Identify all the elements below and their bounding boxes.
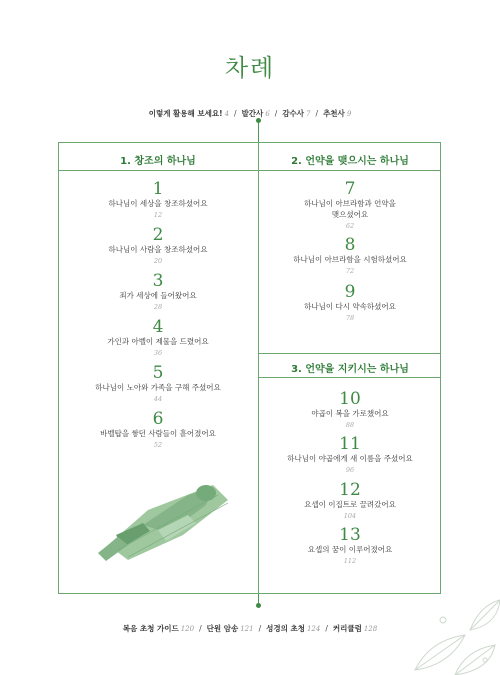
section-divider [259, 353, 441, 354]
chapter-title: 요셉의 꿈이 이루어졌어요 [307, 545, 393, 554]
section-divider [58, 170, 258, 171]
chapter-page: 112 [343, 557, 357, 565]
chapter-number: 3 [152, 271, 164, 291]
chapter-title: 야곱이 복을 가로챘어요 [311, 409, 389, 418]
chapter-number: 5 [152, 363, 164, 383]
chapter-page: 96 [345, 466, 355, 474]
section-heading-1: 1. 창조의 하나님 [120, 156, 196, 167]
appendix-item: 커리큘럼 128 [332, 624, 378, 633]
toc-entry[interactable] [259, 390, 441, 431]
chapter-page: 104 [343, 512, 357, 520]
toc-entry[interactable] [58, 272, 258, 313]
appendix-list: 복음 초청 가이드 120 / 단원 암송 121 / 성경의 초청 124 / 커리큘럼 128 [122, 624, 378, 633]
chapter-page: 28 [153, 303, 163, 311]
chapter-title: 하나님이 세상을 창조하셨어요 [108, 199, 208, 208]
section-divider [259, 170, 441, 171]
resting-figure-illustration [88, 465, 238, 565]
chapter-number: 10 [339, 389, 361, 409]
chapter-page: 12 [153, 211, 163, 219]
axis-top-dot [256, 118, 261, 123]
appendix-item: 단원 암송 121 [206, 624, 254, 633]
chapter-number: 6 [152, 409, 164, 429]
chapter-page: 52 [153, 441, 163, 449]
toc-entry[interactable] [259, 236, 441, 277]
prelims-list: 이렇게 활용해 보세요! 4 / 발간사 6 / 감수사 7 / 추천사 9 [148, 109, 352, 118]
chapter-title: 하나님이 아브라함과 언약을 맺으셨어요 [304, 199, 396, 219]
chapter-page: 20 [153, 257, 163, 265]
chapter-number: 1 [152, 179, 164, 199]
leaf-decoration-icon [395, 590, 500, 675]
toc-entry[interactable] [259, 180, 441, 232]
chapter-page: 62 [345, 222, 355, 230]
chapter-title: 하나님이 아브라함을 시험하셨어요 [293, 255, 407, 264]
axis-bottom-dot [256, 603, 261, 608]
appendix-item: 성경의 초청 124 [266, 624, 321, 633]
chapter-number: 7 [344, 179, 356, 199]
toc-entry[interactable] [58, 318, 258, 359]
prelim-item: 이렇게 활용해 보세요! 4 [148, 109, 230, 118]
chapter-number: 2 [152, 225, 164, 245]
chapter-number: 4 [152, 317, 164, 337]
chapter-number: 13 [339, 525, 361, 545]
prelim-item: 추천사 9 [323, 109, 352, 118]
chapter-page: 36 [153, 349, 163, 357]
chapter-title: 요셉이 이집트로 끌려갔어요 [304, 500, 396, 509]
chapter-title: 하나님이 다시 약속하셨어요 [304, 302, 396, 311]
chapter-title: 바벨탑을 쌓던 사람들이 흩어졌어요 [100, 429, 216, 438]
section-heading-2: 2. 언약을 맺으시는 하나님 [291, 156, 409, 167]
chapter-title: 가인과 아벨이 제물을 드렸어요 [107, 337, 209, 346]
chapter-number: 8 [344, 235, 356, 255]
prelim-item: 발간사 6 [241, 109, 270, 118]
chapter-title: 하나님이 야곱에게 새 이름을 주셨어요 [287, 454, 413, 463]
chapter-number: 12 [339, 480, 361, 500]
prelim-item: 감수사 7 [282, 109, 311, 118]
toc-entry[interactable] [259, 526, 441, 567]
chapter-title: 하나님이 노아와 가족을 구해 주셨어요 [95, 383, 221, 392]
toc-entry[interactable] [58, 410, 258, 451]
toc-entry[interactable] [58, 226, 258, 267]
chapter-number: 11 [339, 434, 361, 454]
section-divider [259, 377, 441, 378]
appendix-item: 복음 초청 가이드 120 [122, 624, 195, 633]
chapter-page: 78 [345, 314, 355, 322]
toc-entry[interactable] [58, 364, 258, 405]
chapter-title: 죄가 세상에 들어왔어요 [119, 291, 197, 300]
toc-entry[interactable] [58, 180, 258, 221]
chapter-page: 44 [153, 395, 163, 403]
chapter-page: 88 [345, 421, 355, 429]
chapter-page: 72 [345, 267, 355, 275]
toc-entry[interactable] [259, 435, 441, 476]
page-title: 차례 [224, 54, 276, 82]
chapter-number: 9 [344, 282, 356, 302]
toc-entry[interactable] [259, 481, 441, 522]
chapter-title: 하나님이 사람을 창조하셨어요 [108, 245, 208, 254]
toc-entry[interactable] [259, 283, 441, 324]
section-heading-3: 3. 언약을 지키시는 하나님 [291, 364, 409, 375]
